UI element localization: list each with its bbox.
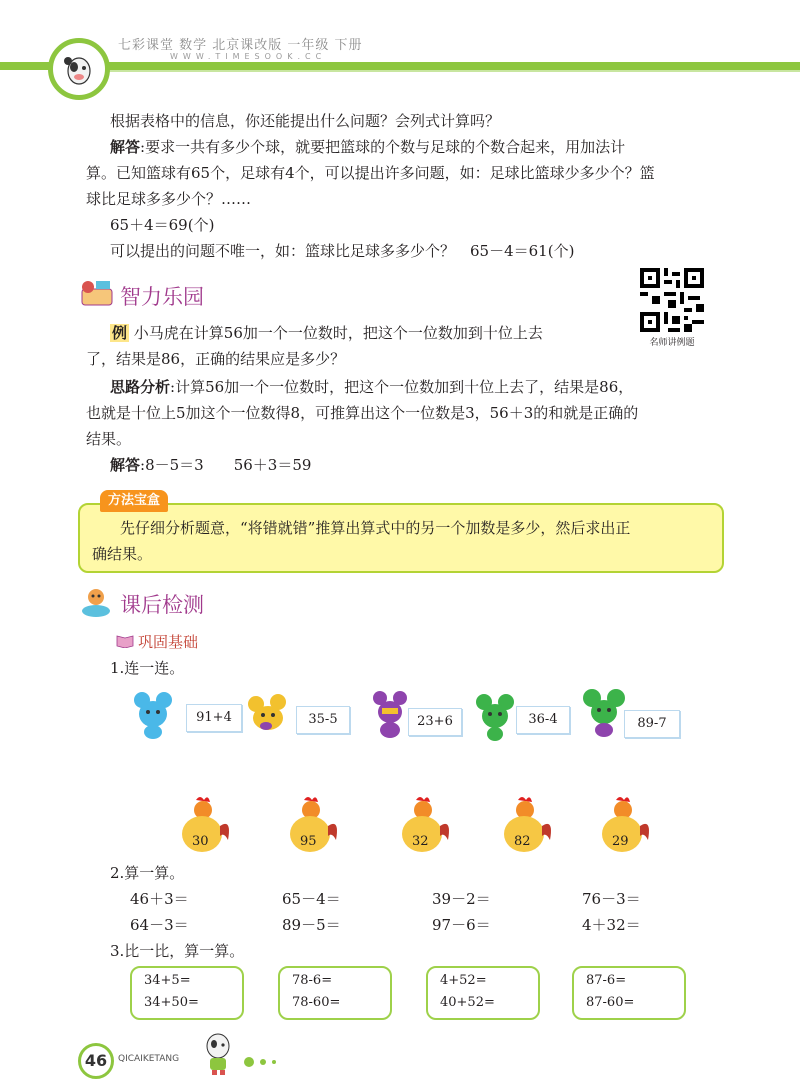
compare-line[interactable]: 78-60=	[292, 995, 341, 1010]
qr-code-icon	[640, 268, 704, 332]
intro-answer-line2: 算。已知篮球有65个，足球有4个，可以提出许多问题，如：足球比篮球少多少个？篮	[86, 164, 655, 182]
qr-caption: 名师讲例题	[649, 338, 695, 348]
question-3: 3.比一比，算一算。	[110, 942, 245, 960]
section-title-puzzle: 智力乐园	[120, 285, 204, 309]
compare-line[interactable]: 40+52=	[440, 995, 495, 1010]
footer-brand: QICAIKETANG	[118, 1054, 180, 1064]
expression-box[interactable]: 89-7	[624, 710, 680, 738]
method-line1: 先仔细分析题意，“将错就错”推算出算式中的另一个加数是多少，然后求出正	[120, 519, 631, 537]
intro-question: 根据表格中的信息，你还能提出什么问题？会列式计算吗？	[110, 112, 501, 130]
question-1: 1.连一连。	[110, 659, 185, 677]
example-tag: 例	[112, 324, 128, 342]
check-section-icon	[78, 585, 116, 623]
calc-item[interactable]: 4＋32＝	[582, 916, 641, 934]
animal-mouse-blue-icon	[128, 688, 180, 744]
example-line1	[110, 320, 543, 346]
expression-box[interactable]: 36-4	[516, 706, 570, 734]
footer-dots-icon	[244, 1052, 280, 1071]
compare-line[interactable]: 4+52=	[440, 973, 487, 988]
compare-box	[130, 966, 244, 1020]
calc-item[interactable]: 97－6＝	[432, 916, 491, 934]
rooster-icon	[498, 796, 556, 860]
rooster-number[interactable]: 82	[514, 834, 531, 849]
example-line2: 了，结果是86，正确的结果应是多少？	[86, 350, 346, 368]
calc-item[interactable]: 89－5＝	[282, 916, 341, 934]
puzzle-section-icon	[78, 277, 116, 313]
example-text: 小马虎在计算56加一个一位数时，把这个一位数加到十位上去	[133, 324, 543, 342]
rooster-icon	[396, 796, 454, 860]
analysis-line2: 也就是十位上5加这个一位数得8，可推算出这个一位数是3，56＋3的和就是正确的	[86, 404, 639, 422]
expression-box[interactable]: 35-5	[296, 706, 350, 734]
calc-item[interactable]: 65－4＝	[282, 890, 341, 908]
solution-line	[110, 452, 311, 478]
rooster-number[interactable]: 30	[192, 834, 209, 849]
rooster-icon	[284, 796, 342, 860]
compare-line[interactable]: 34+5=	[144, 973, 191, 988]
intro-answer-line3: 球比足球多多少个？……	[86, 190, 252, 208]
subtitle-consolidate: 巩固基础	[138, 633, 199, 651]
page-number: 46	[78, 1043, 114, 1079]
calc-item[interactable]: 76－3＝	[582, 890, 641, 908]
intro-equation: 65＋4＝69(个)	[110, 216, 215, 234]
rooster-number[interactable]: 95	[300, 834, 317, 849]
calc-item[interactable]: 64－3＝	[130, 916, 189, 934]
header-title: 七彩课堂 数学 北京课改版 一年级 下册	[118, 38, 363, 53]
compare-line[interactable]: 87-60=	[586, 995, 635, 1010]
answer-text: :要求一共有多少个球，就要把篮球的个数与足球的个数合起来，用加法计	[140, 138, 626, 156]
calc-item[interactable]: 46＋3＝	[130, 890, 189, 908]
section-title-check: 课后检测	[120, 593, 204, 617]
solution-label: 解答	[110, 456, 141, 474]
question-2: 2.算一算。	[110, 864, 185, 882]
rooster-number[interactable]: 29	[612, 834, 629, 849]
intro-answer-line1	[110, 134, 625, 160]
mascot-badge-icon	[48, 38, 110, 100]
compare-line[interactable]: 78-6=	[292, 973, 333, 988]
analysis-label: 思路分析	[110, 378, 171, 396]
calc-item[interactable]: 39－2＝	[432, 890, 491, 908]
compare-box	[278, 966, 392, 1020]
answer-label: 解答	[110, 138, 141, 156]
mascot-footer-icon	[198, 1030, 238, 1080]
analysis-line1	[110, 374, 633, 400]
method-tag: 方法宝盒	[100, 490, 168, 512]
compare-line[interactable]: 34+50=	[144, 995, 199, 1010]
rooster-icon	[176, 796, 234, 860]
animal-mouse-yellow-icon	[244, 690, 296, 746]
header-url: WWW.TIMESOOK.CC	[170, 52, 327, 61]
solution-text: :8－5＝3 56＋3＝59	[140, 456, 312, 474]
expression-box[interactable]: 23+6	[408, 708, 462, 736]
compare-box	[426, 966, 540, 1020]
intro-line4: 可以提出的问题不唯一，如：篮球比足球多多少个？ 65－4＝61(个)	[110, 242, 575, 260]
analysis-text: :计算56加一个一位数时，把这个一位数加到十位上去了，结果是86，	[170, 378, 634, 396]
compare-box	[572, 966, 686, 1020]
header-underline	[52, 70, 800, 72]
header-bar	[0, 62, 800, 70]
book-icon	[116, 633, 134, 652]
analysis-line3: 结果。	[86, 430, 132, 448]
method-line2: 确结果。	[92, 545, 153, 563]
compare-line[interactable]: 87-6=	[586, 973, 627, 988]
rooster-icon	[596, 796, 654, 860]
rooster-number[interactable]: 32	[412, 834, 429, 849]
expression-box[interactable]: 91+4	[186, 704, 242, 732]
